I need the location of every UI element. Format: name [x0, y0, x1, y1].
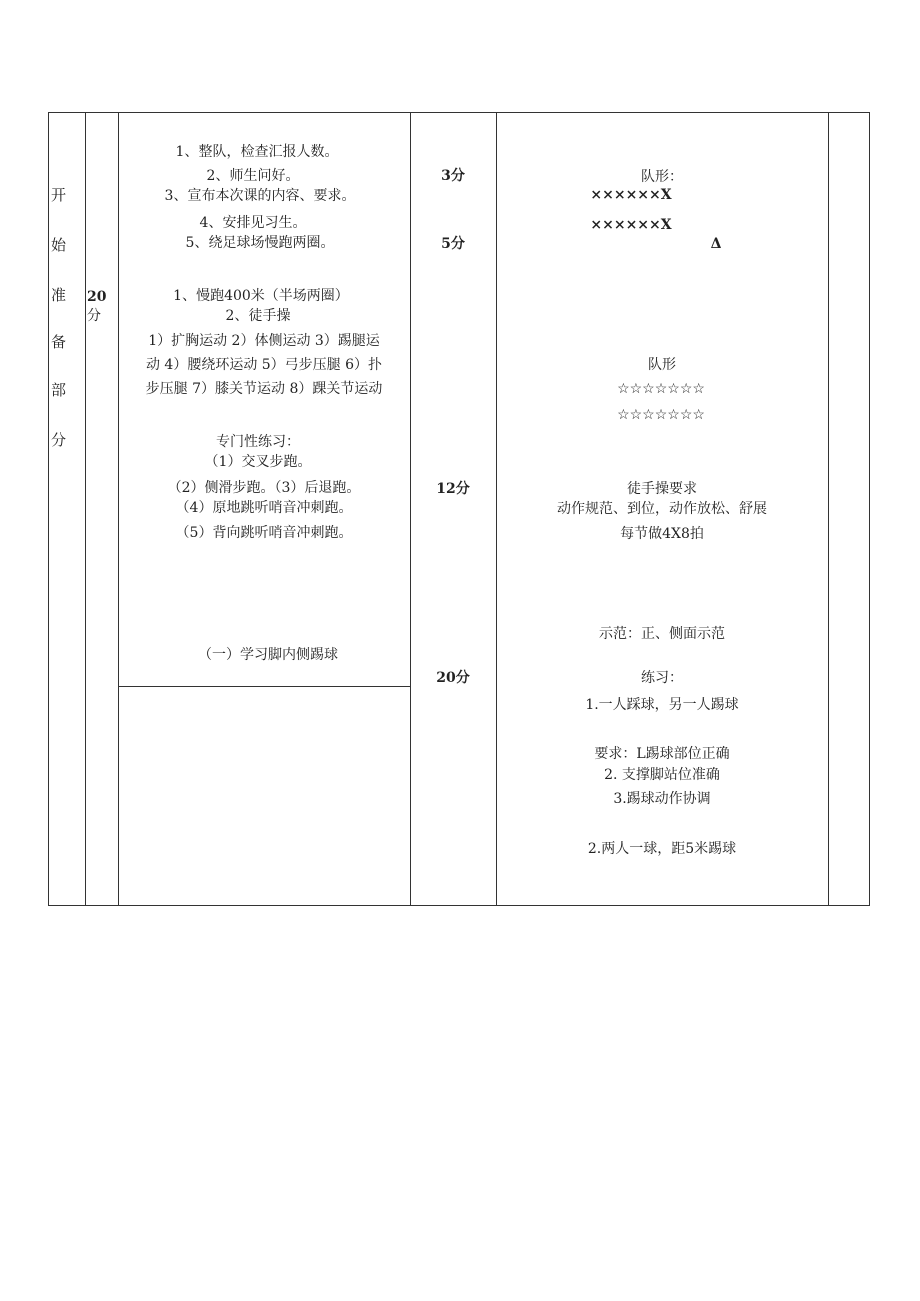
calisthenics-requirement: 徒手操要求 — [627, 481, 697, 497]
column-divider — [828, 112, 829, 906]
formation-row: ☆☆☆☆☆☆☆ — [617, 407, 705, 423]
intro-step: 2、师生问好。 — [206, 168, 300, 184]
warmup-line: 1、慢跑400米（半场两圈） — [173, 288, 349, 304]
intro-step: 3、宣布本次课的内容、要求。 — [164, 188, 356, 204]
formation-row: ××××××X — [590, 217, 672, 233]
time-value: 12分 — [436, 481, 470, 497]
special-practice-line: （1）交叉步跑。 — [204, 454, 312, 470]
time-value: 3分 — [441, 168, 465, 184]
warmup-line: 步压腿 7）膝关节运动 8）踝关节运动 — [145, 381, 383, 397]
column-divider — [85, 112, 86, 906]
calisthenics-requirement: 动作规范、到位，动作放松、舒展 — [557, 501, 767, 517]
intro-step: 5、绕足球场慢跑两圈。 — [185, 235, 335, 251]
requirement-line: 3.踢球动作协调 — [613, 791, 711, 807]
section-label-char: 始 — [51, 236, 67, 254]
column-divider — [496, 112, 497, 906]
special-practice-line: 专门性练习： — [216, 434, 300, 450]
warmup-line: 2、徒手操 — [225, 308, 291, 324]
section-label-char: 备 — [51, 333, 67, 351]
row-divider — [118, 686, 410, 687]
requirement-line: 2. 支撑脚站位准确 — [604, 767, 720, 783]
demonstration-note: 示范：正、侧面示范 — [599, 626, 725, 642]
formation-label: 队形： — [641, 169, 683, 185]
column-divider — [118, 112, 119, 906]
section-label-char: 开 — [51, 186, 67, 204]
requirement-line: 要求：L踢球部位正确 — [594, 746, 730, 762]
section-duration-number: 20 — [87, 289, 107, 305]
formation-row: ××××××X — [590, 187, 672, 203]
section-duration-unit: 分 — [87, 308, 101, 324]
practice-label: 练习： — [641, 670, 683, 686]
formation-row: ☆☆☆☆☆☆☆ — [617, 381, 705, 397]
lesson-title: （一）学习脚内侧踢球 — [198, 647, 338, 663]
section-label-char: 准 — [51, 286, 67, 304]
practice-item: 1.一人踩球，另一人踢球 — [585, 697, 739, 713]
warmup-line: 动 4）腰绕环运动 5）弓步压腿 6）扑 — [145, 357, 383, 373]
column-divider — [410, 112, 411, 906]
warmup-line: 1）扩胸运动 2）体侧运动 3）踢腿运 — [148, 333, 380, 349]
practice-item: 2.两人一球，距5米踢球 — [587, 841, 737, 857]
section-label-char: 部 — [51, 381, 67, 399]
calisthenics-requirement: 每节做4X8拍 — [620, 526, 704, 542]
teacher-position-mark: Δ — [710, 236, 722, 252]
formation-label: 队形 — [648, 357, 676, 373]
special-practice-line: （5）背向跳听哨音冲刺跑。 — [175, 525, 353, 541]
time-value: 20分 — [436, 670, 470, 686]
section-label-char: 分 — [51, 431, 67, 449]
time-value: 5分 — [441, 236, 465, 252]
intro-step: 1、整队，检查汇报人数。 — [175, 144, 339, 160]
intro-step: 4、安排见习生。 — [199, 215, 307, 231]
special-practice-line: （4）原地跳听哨音冲刺跑。 — [175, 500, 353, 516]
special-practice-line: （2）侧滑步跑。（3）后退跑。 — [167, 480, 361, 496]
